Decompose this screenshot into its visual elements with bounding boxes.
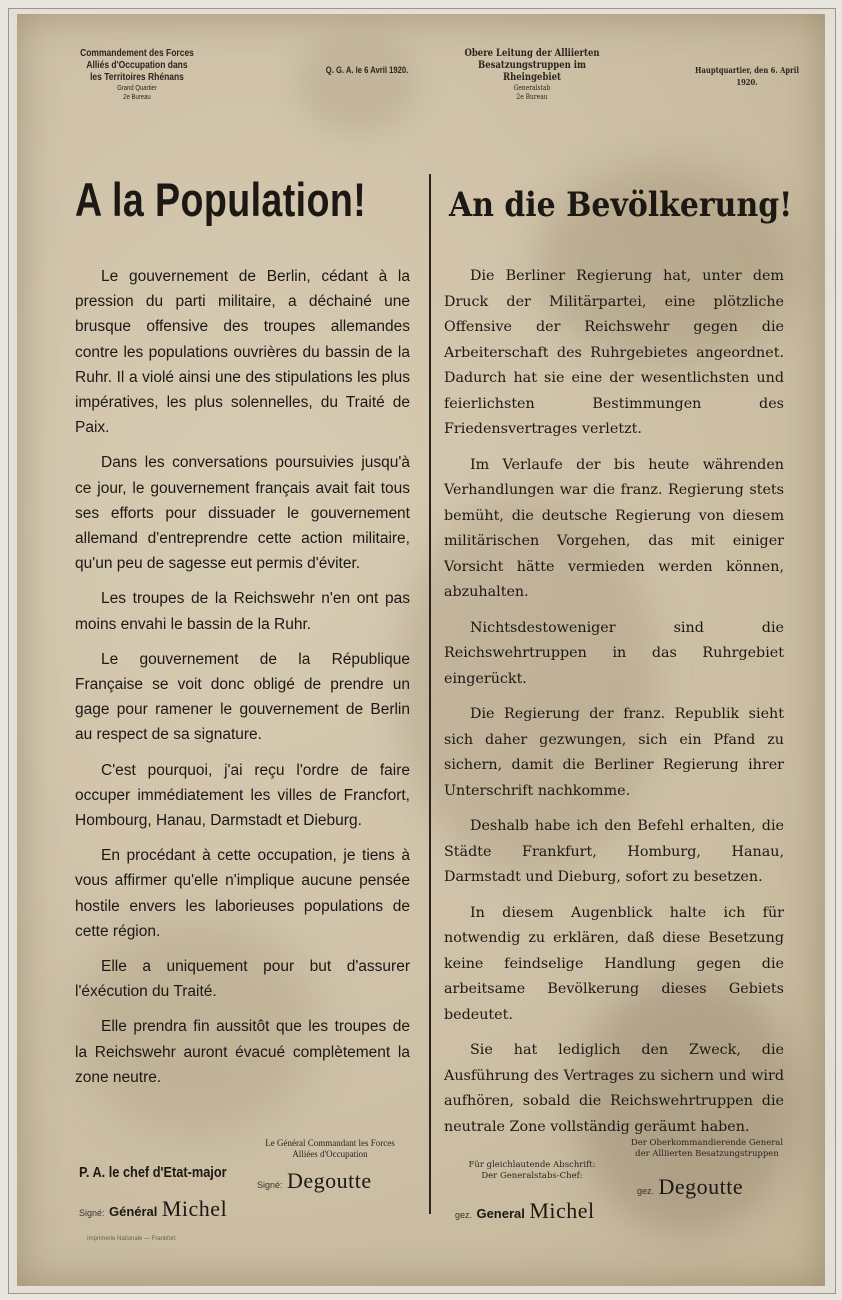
german-text: [444, 264, 784, 1150]
paragraph: Im Verlaufe der bis heute währenden Verhandlungen war die franz. Regierung stets bemüht, die deutsche Regierung von diesem militärischen Vorgehen, das mit einiger Vorsicht hätte vermieden werden können, abzuhalten.: [444, 456, 784, 600]
paragraph: En procédant à cette occupation, je tiens à vous affirmer qu'elle n'implique aucune pensée hostile envers les laborieuses populations de cette région.: [75, 847, 410, 940]
header-sub: Generalstab: [513, 84, 551, 92]
paragraph: In diesem Augenblick halte ich für notwendig zu erklären, daß diese Besetzung keine feindselige Handlung gegen die arbeitsame Bevölkerung dieses Gebiets bedeutet.: [444, 904, 784, 1023]
header-oberleitung: [456, 48, 609, 102]
paragraph: Deshalb habe ich den Befehl erhalten, die Städte Frankfurt, Homburg, Hanau, Darmstadt und Dieburg, sofort zu besetzen.: [444, 818, 784, 885]
signature-michel-fr: [79, 1196, 227, 1222]
header-line: les Territoires Rhénans: [90, 72, 184, 83]
general-title-de: [617, 1138, 797, 1160]
signature-degoutte-de: [637, 1174, 743, 1200]
header-sub: Grand Quartier: [117, 85, 157, 92]
signature-name: Degoutte: [658, 1174, 744, 1199]
signature-degoutte-fr: [257, 1168, 372, 1194]
paragraph: Elle a uniquement pour but d'assurer l'éxécution du Traité.: [75, 958, 410, 1001]
paragraph: C'est pourquoi, j'ai reçu l'ordre de faire occuper immédiatement les villes de Francfort, Hombourg, Hanau, Darmstadt et Dieburg.: [75, 761, 410, 830]
paragraph: Dans les conversations poursuivies jusqu'à ce jour, le gouvernement français avait fait tous ses efforts pour dissuader le gouvernement allemand d'entreprendre cette action militaire, qu'un peu de sagesse eut permis d'éviter.: [75, 454, 410, 573]
header-line: Alliés d'Occupation dans: [86, 60, 188, 71]
proclamation-poster: [17, 14, 825, 1286]
signature-line: Alliées d'Occupation: [292, 1149, 368, 1159]
signe-label: Signé:: [257, 1180, 283, 1190]
signature-line: Für gleichlautende Abschrift:: [468, 1160, 596, 1170]
rank-label: General: [476, 1206, 525, 1221]
signature-name: Degoutte: [286, 1168, 372, 1193]
paragraph: Le gouvernement de Berlin, cédant à la pression du parti militaire, a déchainé une brusque offensive des troupes allemandes contre les populations ouvrières du bassin de la Ruhr. Il a violé ainsi une des stipulations les plus impératives, les plus solennelles, du Traité de Paix.: [75, 268, 410, 437]
date-de: Hauptquartier, den 6. April 1920.: [695, 65, 799, 87]
signature-name: Michel: [529, 1198, 595, 1223]
paragraph: Die Regierung der franz. Republik sieht sich daher gezwungen, sich ein Pfand zu sichern, damit die Berliner Regierung ihrer Unterschrift nachkomme.: [444, 706, 784, 799]
header-command: [69, 48, 205, 102]
signature-name: Michel: [161, 1196, 228, 1221]
paragraph: Elle prendra fin aussitôt que les troupes de la Reichswehr auront évacué complètement la zone neutre.: [75, 1018, 410, 1086]
paragraph: Sie hat lediglich den Zweck, die Ausführung des Vertrages zu sichern und wird aufhören, sobald die Reichswehrtruppen die neutrale Zone vollständig geräumt haben.: [444, 1042, 784, 1135]
header-sub: 2e Bureau: [123, 94, 151, 101]
date-fr: Q. G. A. le 6 Avril 1920.: [325, 65, 409, 75]
paragraph: Le gouvernement de la République Française se voit donc obligé de prendre un gage pour ramener le gouvernement de Berlin au respect de sa signature.: [75, 650, 410, 744]
paragraph: Die Berliner Regierung hat, unter dem Druck der Militärpartei, eine plötzliche Offensive der Reichswehr gegen die Arbeiterschaft des Ruhrgebietes angeordnet. Dadurch hat sie eine der wesentlichsten und feierlichsten Bestimmungen des Friedensvertrages verletzt.: [444, 268, 784, 437]
header-line: Besatzungstruppen im Rheingebiet: [478, 60, 586, 83]
rank-label: Général: [108, 1204, 158, 1219]
title-german: An die Bevölkerung!: [449, 185, 793, 225]
paragraph: Nichtsdestoweniger sind die Reichswehrtruppen in das Ruhrgebiet eingerückt.: [444, 619, 784, 687]
chief-of-staff-label: P. A. le chef d'Etat-major: [79, 1164, 227, 1181]
signature-line: Der Oberkommandierende General: [630, 1138, 784, 1148]
gez-label: gez.: [637, 1186, 655, 1196]
signature-line: Le Général Commandant les Forces: [265, 1138, 395, 1148]
header-sub: 2e Bureau: [516, 93, 548, 101]
copy-label-de: [457, 1160, 607, 1182]
header-line: Obere Leitung der Alliierten: [464, 48, 600, 59]
signature-line: der Alliierten Besatzungstruppen: [635, 1149, 779, 1159]
title-french: A la Population!: [75, 173, 367, 226]
paragraph: Les troupes de la Reichswehr n'en ont pas moins envahi le bassin de la Ruhr.: [75, 590, 410, 633]
column-divider: [429, 174, 431, 1214]
signature-michel-de: [455, 1198, 595, 1224]
printer-imprint: Imprimerie Nationale — Frankfort: [87, 1236, 176, 1242]
french-text: [75, 264, 410, 1100]
signe-label: Signé:: [79, 1208, 105, 1218]
general-title-fr: [265, 1138, 395, 1160]
gez-label: gez.: [455, 1210, 473, 1220]
header-line: Commandement des Forces: [80, 48, 194, 59]
signature-line: Der Generalstabs-Chef:: [481, 1171, 583, 1181]
